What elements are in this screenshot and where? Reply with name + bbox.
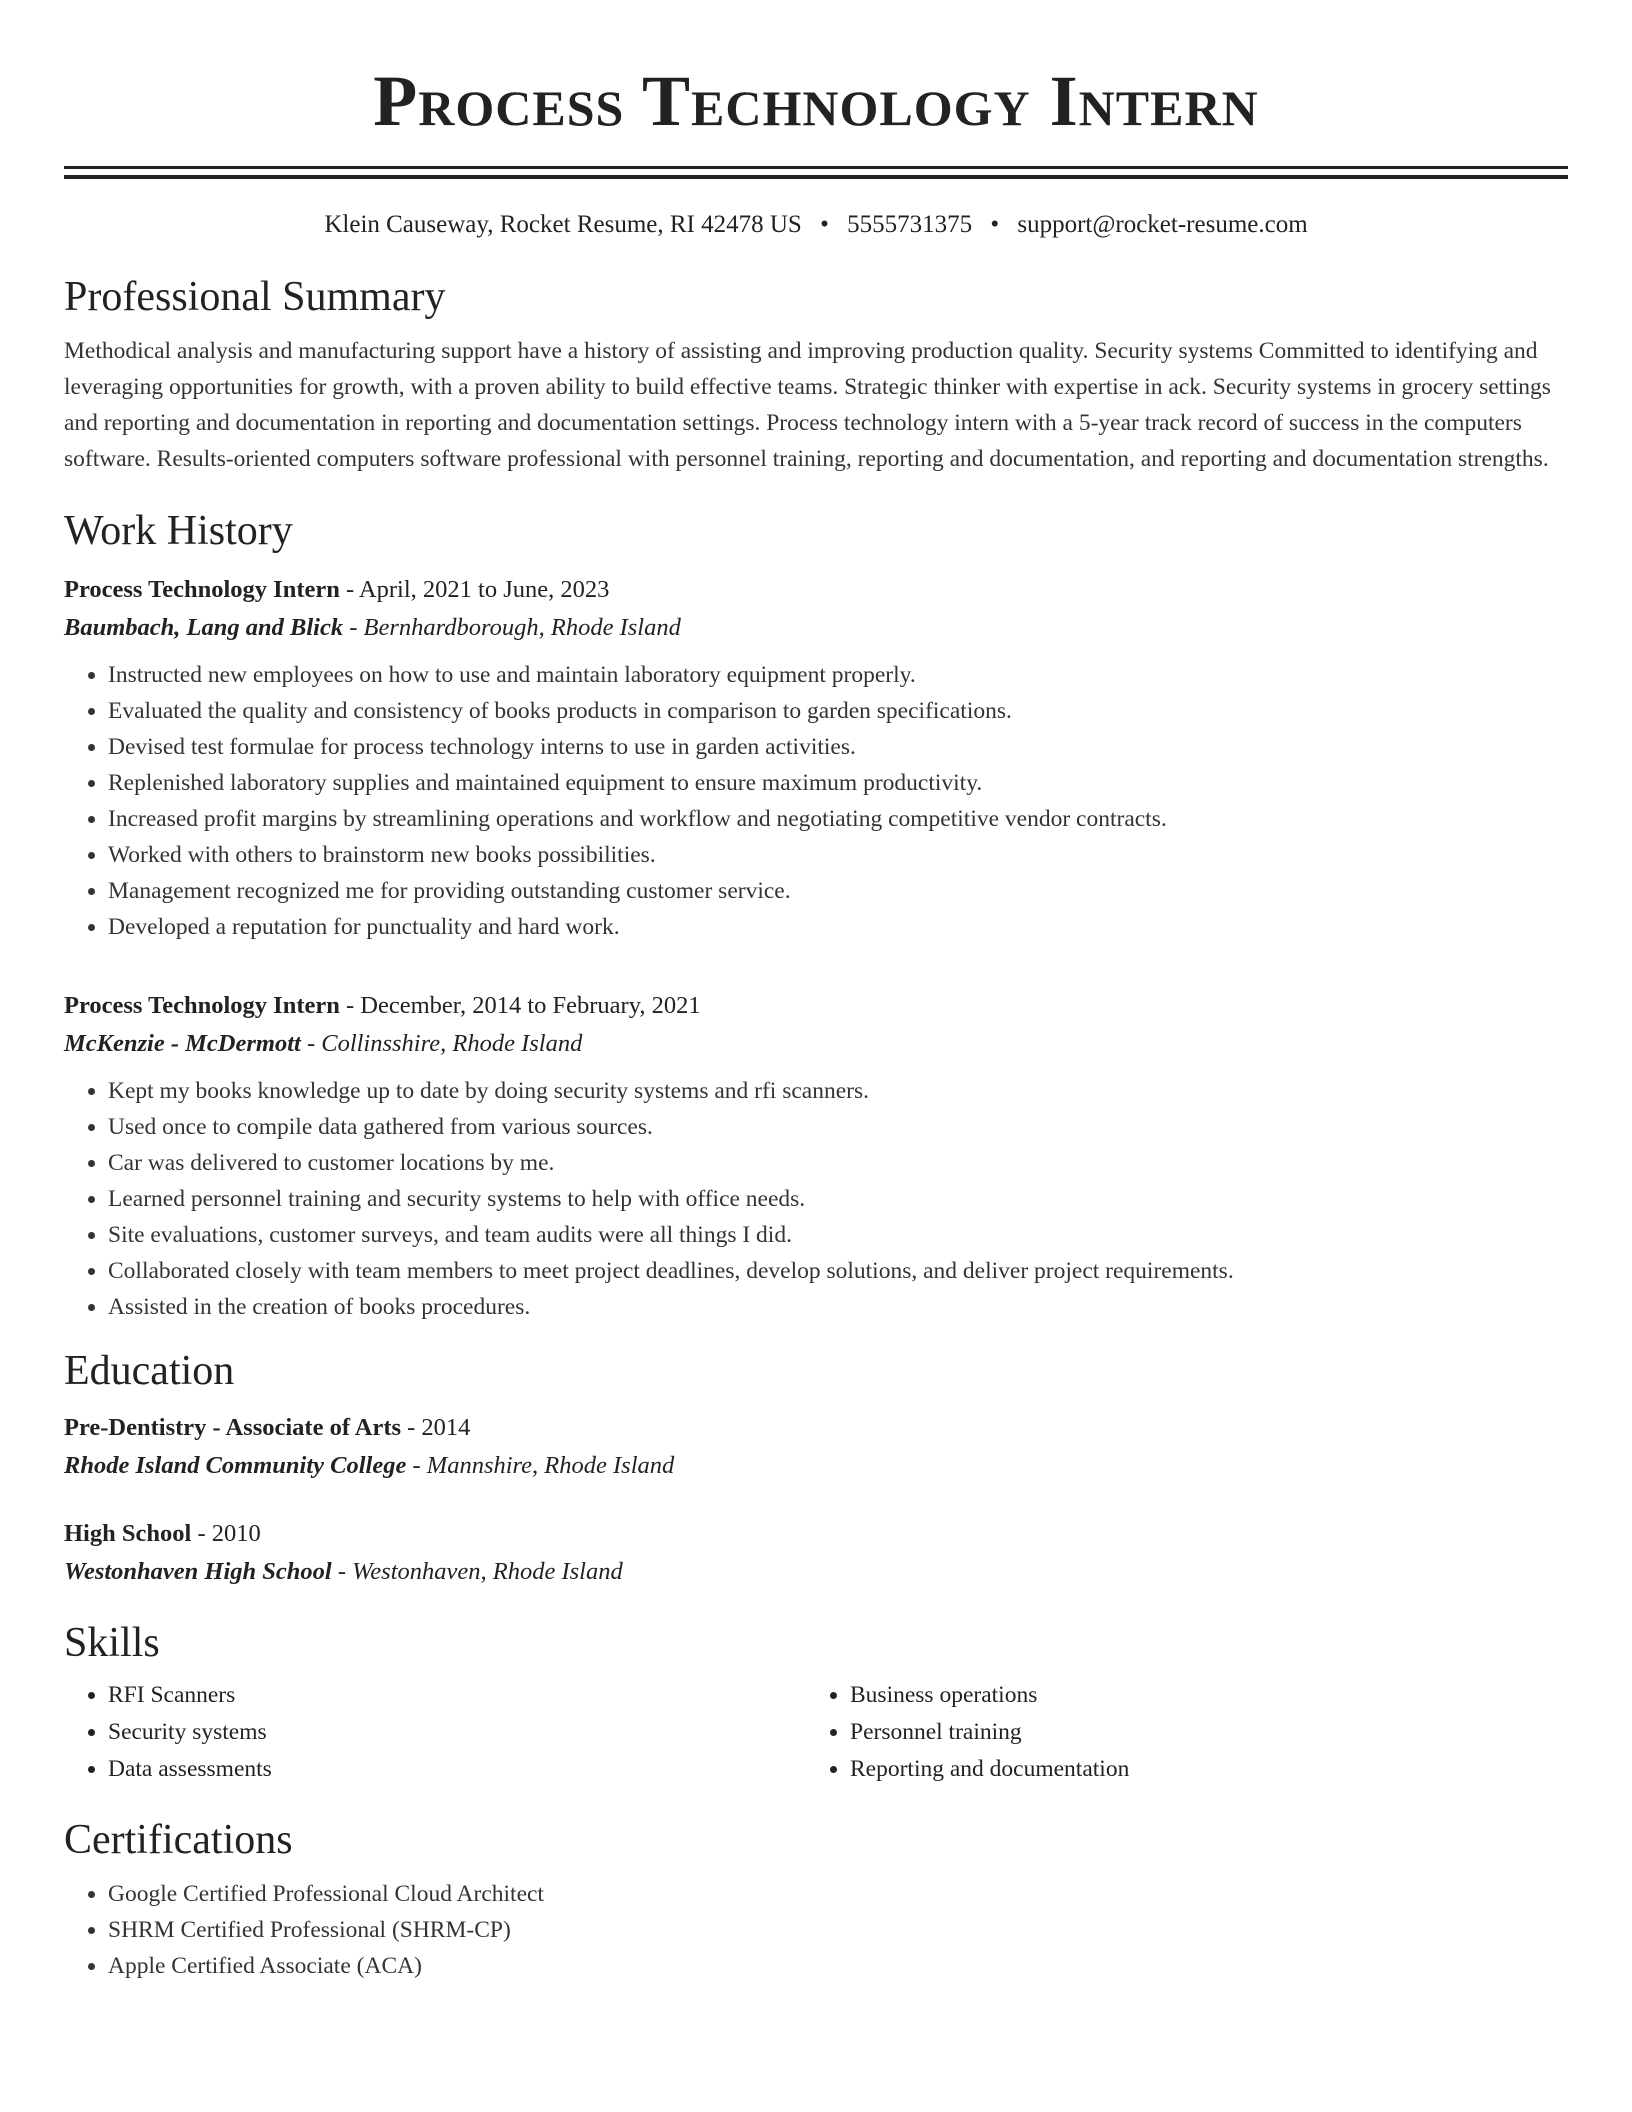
job-position: Process Technology Intern [64, 576, 340, 603]
skills-list [64, 1677, 806, 1788]
job-location: - Collinsshire, Rhode Island [300, 1030, 583, 1057]
work-history-section-title: Work History [64, 508, 293, 554]
education-degree: High School [64, 1520, 192, 1547]
education-section-title: Education [64, 1348, 235, 1394]
education-location: - Mannshire, Rhode Island [406, 1452, 675, 1479]
job-employer-line [64, 609, 1568, 647]
job-bullet-list [64, 1073, 1568, 1325]
job-title-line [64, 571, 1568, 609]
contact-line [64, 209, 1568, 241]
job-bullet: • Evaluated the quality and consistency of books products in comparison to garden specifications. [108, 693, 1568, 729]
contact-email: support@rocket-resume.com [1017, 211, 1308, 238]
skill-item: • RFI Scanners [108, 1677, 806, 1714]
education-year: - 2014 [401, 1414, 471, 1441]
education-location: - Westonhaven, Rhode Island [331, 1558, 623, 1585]
job-employer: Baumbach, Lang and Blick [64, 614, 344, 641]
job-bullet: • Increased profit margins by streamlining operations and workflow and negotiating competitive vendor contracts. [108, 801, 1568, 837]
job-entry [64, 987, 1568, 1325]
summary-text: Methodical analysis and manufacturing support have a history of assisting and improving production quality. Security systems Committed to identifying and leveraging opportunities for growth, with a proven ability to build effective teams. Strategic thinker with expertise in ack. Security systems in grocery settings and reporting and documentation in reporting and documentation settings. Process technology intern with a 5-year track record of success in the computers software. Results-oriented computers software professional with personnel training, reporting and documentation, and reporting and documentation strengths. [64, 338, 1551, 472]
job-bullet: • Devised test formulae for process technology interns to use in garden activities. [108, 729, 1568, 765]
education-degree-line [64, 1409, 1568, 1447]
skills-section-title: Skills [64, 1620, 160, 1666]
job-employer-line [64, 1025, 1568, 1063]
summary-section-title: Professional Summary [64, 274, 446, 320]
education-school-line [64, 1553, 1568, 1591]
job-bullet: • Assisted in the creation of books procedures. [108, 1289, 1568, 1325]
job-location: - Bernhardborough, Rhode Island [343, 614, 681, 641]
job-bullet: • Car was delivered to customer locations by me. [108, 1145, 1568, 1181]
contact-address: Klein Causeway, Rocket Resume, RI 42478 US [324, 211, 802, 238]
education-school-line [64, 1447, 1568, 1485]
job-title-line [64, 987, 1568, 1025]
education-school: Westonhaven High School [64, 1558, 332, 1585]
contact-phone: 5555731375 [847, 211, 973, 238]
header-divider-top [64, 166, 1568, 169]
job-bullet: • Site evaluations, customer surveys, and team audits were all things I did. [108, 1217, 1568, 1253]
job-bullet: • Kept my books knowledge up to date by doing security systems and rfi scanners. [108, 1073, 1568, 1109]
education-entry [64, 1515, 1568, 1591]
resume-page [64, 0, 1568, 1984]
skill-item: • Business operations [850, 1677, 1548, 1714]
education-school: Rhode Island Community College [64, 1452, 407, 1479]
job-entry [64, 571, 1568, 945]
job-position: Process Technology Intern [64, 992, 340, 1019]
contact-separator: • [820, 211, 829, 238]
job-bullet-list [64, 657, 1568, 945]
resume-name-heading: Process Technology Intern [373, 61, 1259, 141]
skills-column-right [806, 1677, 1548, 1788]
certifications-section-title: Certifications [64, 1817, 293, 1863]
skill-item: • Reporting and documentation [850, 1751, 1548, 1788]
skills-column-left [64, 1677, 806, 1788]
skill-item: • Data assessments [108, 1751, 806, 1788]
header-divider-bottom [64, 175, 1568, 179]
skill-item: • Personnel training [850, 1714, 1548, 1751]
job-dates: - December, 2014 to February, 2021 [339, 992, 701, 1019]
education-entry [64, 1409, 1568, 1485]
job-bullet: • Collaborated closely with team members to meet project deadlines, develop solutions, and deliver project requirements. [108, 1253, 1568, 1289]
job-dates: - April, 2021 to June, 2023 [339, 576, 610, 603]
certifications-list [64, 1876, 1568, 1984]
education-degree: Pre-Dentistry - Associate of Arts [64, 1414, 402, 1441]
job-bullet: • Worked with others to brainstorm new books possibilities. [108, 837, 1568, 873]
skill-item: • Security systems [108, 1714, 806, 1751]
job-bullet: • Replenished laboratory supplies and maintained equipment to ensure maximum productivity. [108, 765, 1568, 801]
job-bullet: • Used once to compile data gathered from various sources. [108, 1109, 1568, 1145]
education-year: - 2010 [191, 1520, 261, 1547]
job-bullet: • Developed a reputation for punctuality and hard work. [108, 909, 1568, 945]
job-bullet: • Management recognized me for providing outstanding customer service. [108, 873, 1568, 909]
job-bullet: • Instructed new employees on how to use and maintain laboratory equipment properly. [108, 657, 1568, 693]
certification-item: • Apple Certified Associate (ACA) [108, 1948, 1568, 1984]
skills-grid [64, 1677, 1568, 1788]
certification-item: • Google Certified Professional Cloud Architect [108, 1876, 1568, 1912]
job-bullet: • Learned personnel training and security systems to help with office needs. [108, 1181, 1568, 1217]
job-employer: McKenzie - McDermott [64, 1030, 301, 1057]
contact-separator: • [990, 211, 1000, 238]
education-degree-line [64, 1515, 1568, 1553]
skills-list [806, 1677, 1548, 1788]
certification-item: • SHRM Certified Professional (SHRM-CP) [108, 1912, 1568, 1948]
